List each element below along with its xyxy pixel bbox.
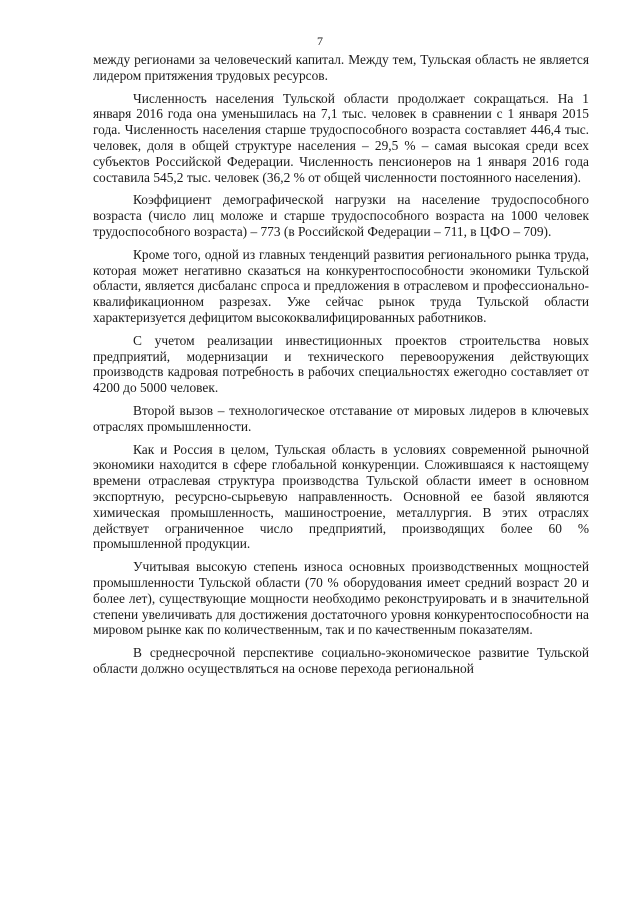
- paragraph: между регионами за человеческий капитал. Между тем, Тульская область не является лидером притяжения трудовых ресурсов.: [93, 52, 589, 83]
- paragraph: В среднесрочной перспективе социально-экономическое развитие Тульской области должно осуществляться на основе перехода региональной: [93, 645, 589, 676]
- paragraph: Как и Россия в целом, Тульская область в условиях современной рыночной экономики находится в сфере глобальной конкуренции. Сложившаяся к настоящему времени отраслевая структура производства Тульской области имеет в основном экспортную, ресурсно-сырьевую направленность. Основной ее базой являются химическая промышленность, машиностроение, металлургия. В этих отраслях действует ограниченное число предприятий, производящих более 60 % промышленной продукции.: [93, 441, 589, 552]
- paragraph: Коэффициент демографической нагрузки на население трудоспособного возраста (число лиц моложе и старше трудоспособного возраста на 1000 человек трудоспособного возраста) – 773 (в Российской Федерации – 711, в ЦФО – 709).: [93, 192, 589, 239]
- paragraph: Учитывая высокую степень износа основных производственных мощностей промышленности Тульской области (70 % оборудования имеет средний возраст 20 и более лет), существующие мощности необходимо реконструировать и в значительной степени увеличивать для достижения достаточного уровня конкурентоспособности на мировом рынке как по количественным, так и по качественным показателям.: [93, 559, 589, 638]
- paragraph: Второй вызов – технологическое отставание от мировых лидеров в ключевых отраслях промышленности.: [93, 402, 589, 434]
- paragraph: Кроме того, одной из главных тенденций развития регионального рынка труда, которая может негативно сказаться на конкурентоспособности экономики Тульской области, является дисбаланс спроса и предложения в отраслевом и профессионально-квалификационном разрезах. Уже сейчас рынок труда Тульской области характеризуется дефицитом высококвалифицированных работников.: [93, 246, 589, 325]
- paragraph: С учетом реализации инвестиционных проектов строительства новых предприятий, модернизации и технического перевооружения действующих производств кадровая потребность в рабочих специальностях ежегодно составляет от 4200 до 5000 человек.: [93, 332, 589, 396]
- paragraph: Численность населения Тульской области продолжает сокращаться. На 1 января 2016 года она уменьшилась на 7,1 тыс. человек в сравнении с 1 января 2015 года. Численность населения старше трудоспособного возраста составляет 446,4 тыс. человек, доля в общей структуре населения – 29,5 % – самая высокая среди всех субъектов Российской Федерации. Численность пенсионеров на 1 января 2016 года составила 545,2 тыс. человек (36,2 % от общей численности постоянного населения).: [93, 90, 589, 185]
- page-number: 7: [317, 34, 323, 48]
- document-body: [93, 52, 589, 677]
